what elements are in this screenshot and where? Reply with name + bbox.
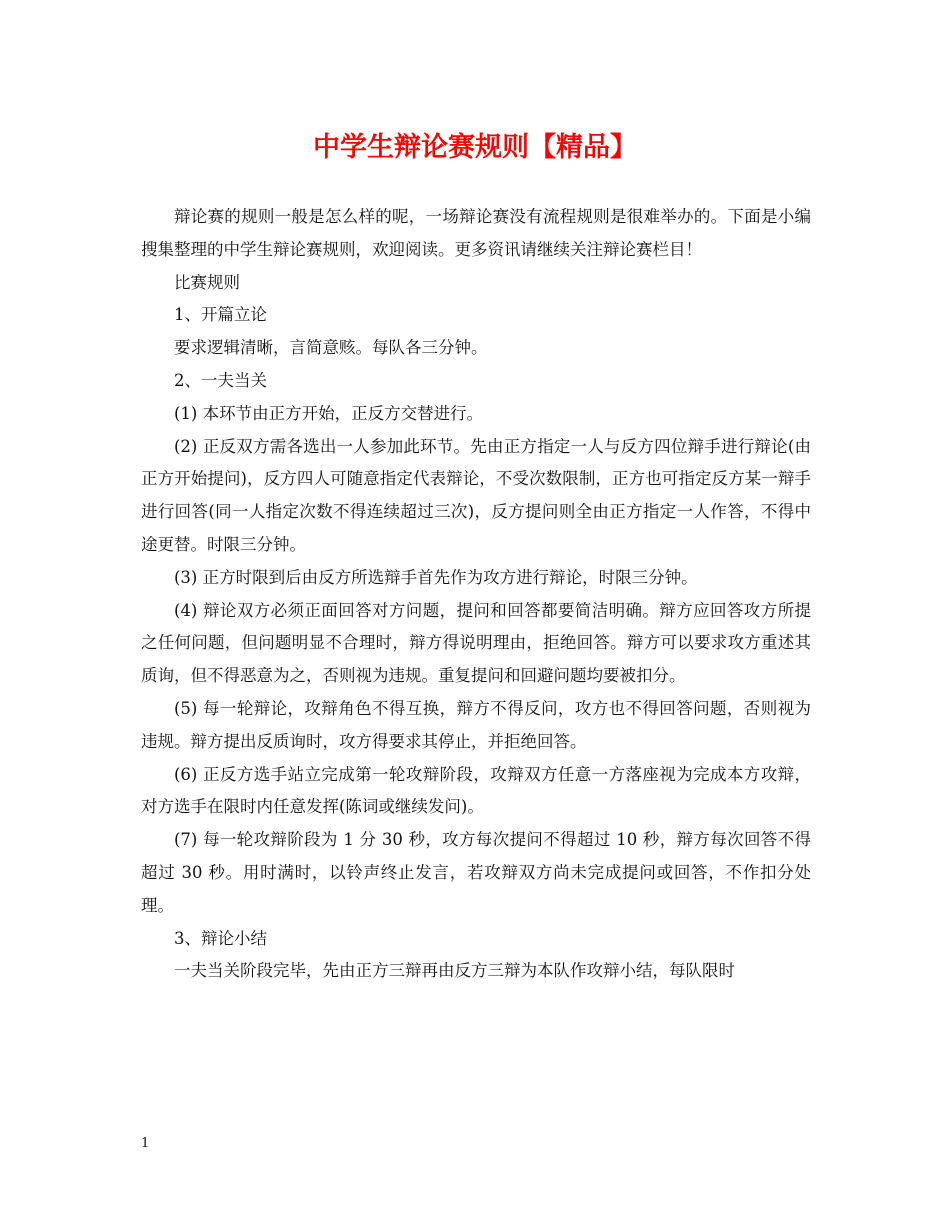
document-title: 中学生辩论赛规则【精品】	[313, 132, 637, 163]
list-item: (5) 每一轮辩论，攻辩角色不得互换，辩方不得反问，攻方也不得回答问题，否则视为违规。辩方提出反质询时，攻方得要求其停止，并拒绝回答。	[141, 698, 811, 751]
section-heading-3: 3、辩论小结	[174, 928, 267, 948]
paragraph: 要求逻辑清晰，言简意赅。每队各三分钟。	[174, 338, 488, 358]
section-heading-2: 2、一夫当关	[174, 370, 267, 390]
list-item: (3) 正方时限到后由反方所选辩手首先作为攻方进行辩论，时限三分钟。	[174, 567, 698, 587]
list-item: (4) 辩论双方必须正面回答对方问题，提问和回答都要简洁明确。辩方应回答攻方所提之任何问题，但问题明显不合理时，辩方得说明理由，拒绝回答。辩方可以要求攻方重述其质询，但不得恶意为之，否则视为违规。重复提问和回避问题均要被扣分。	[141, 600, 811, 686]
list-item: (6) 正反方选手站立完成第一轮攻辩阶段，攻辩双方任意一方落座视为完成本方攻辩，对方选手在限时内任意发挥(陈词或继续发问)。	[141, 764, 811, 817]
section-heading: 比赛规则	[174, 272, 240, 292]
list-item: (2) 正反双方需各选出一人参加此环节。先由正方指定一人与反方四位辩手进行辩论(由正方开始提问)，反方四人可随意指定代表辩论，不受次数限制，正方也可指定反方某一辩手进行回答(同一人指定次数不得连续超过三次)，反方提问则全由正方指定一人作答，不得中途更替。时限三分钟。	[141, 436, 811, 554]
list-item: (7) 每一轮攻辩阶段为 1 分 30 秒，攻方每次提问不得超过 10 秒，辩方每次回答不得超过 30 秒。用时满时，以铃声终止发言，若攻辩双方尚未完成提问或回答，不作扣分处理。	[141, 830, 811, 915]
page-number: 1	[141, 1136, 150, 1151]
section-heading-1: 1、开篇立论	[174, 305, 267, 325]
document-body	[141, 201, 811, 988]
list-item: (1) 本环节由正方开始，正反方交替进行。	[174, 403, 484, 423]
paragraph-intro: 辩论赛的规则一般是怎么样的呢，一场辩论赛没有流程规则是很难举办的。下面是小编搜集整理的中学生辩论赛规则，欢迎阅读。更多资讯请继续关注辩论赛栏目！	[141, 207, 811, 259]
paragraph: 一夫当关阶段完毕，先由正方三辩再由反方三辩为本队作攻辩小结，每队限时	[174, 961, 735, 981]
